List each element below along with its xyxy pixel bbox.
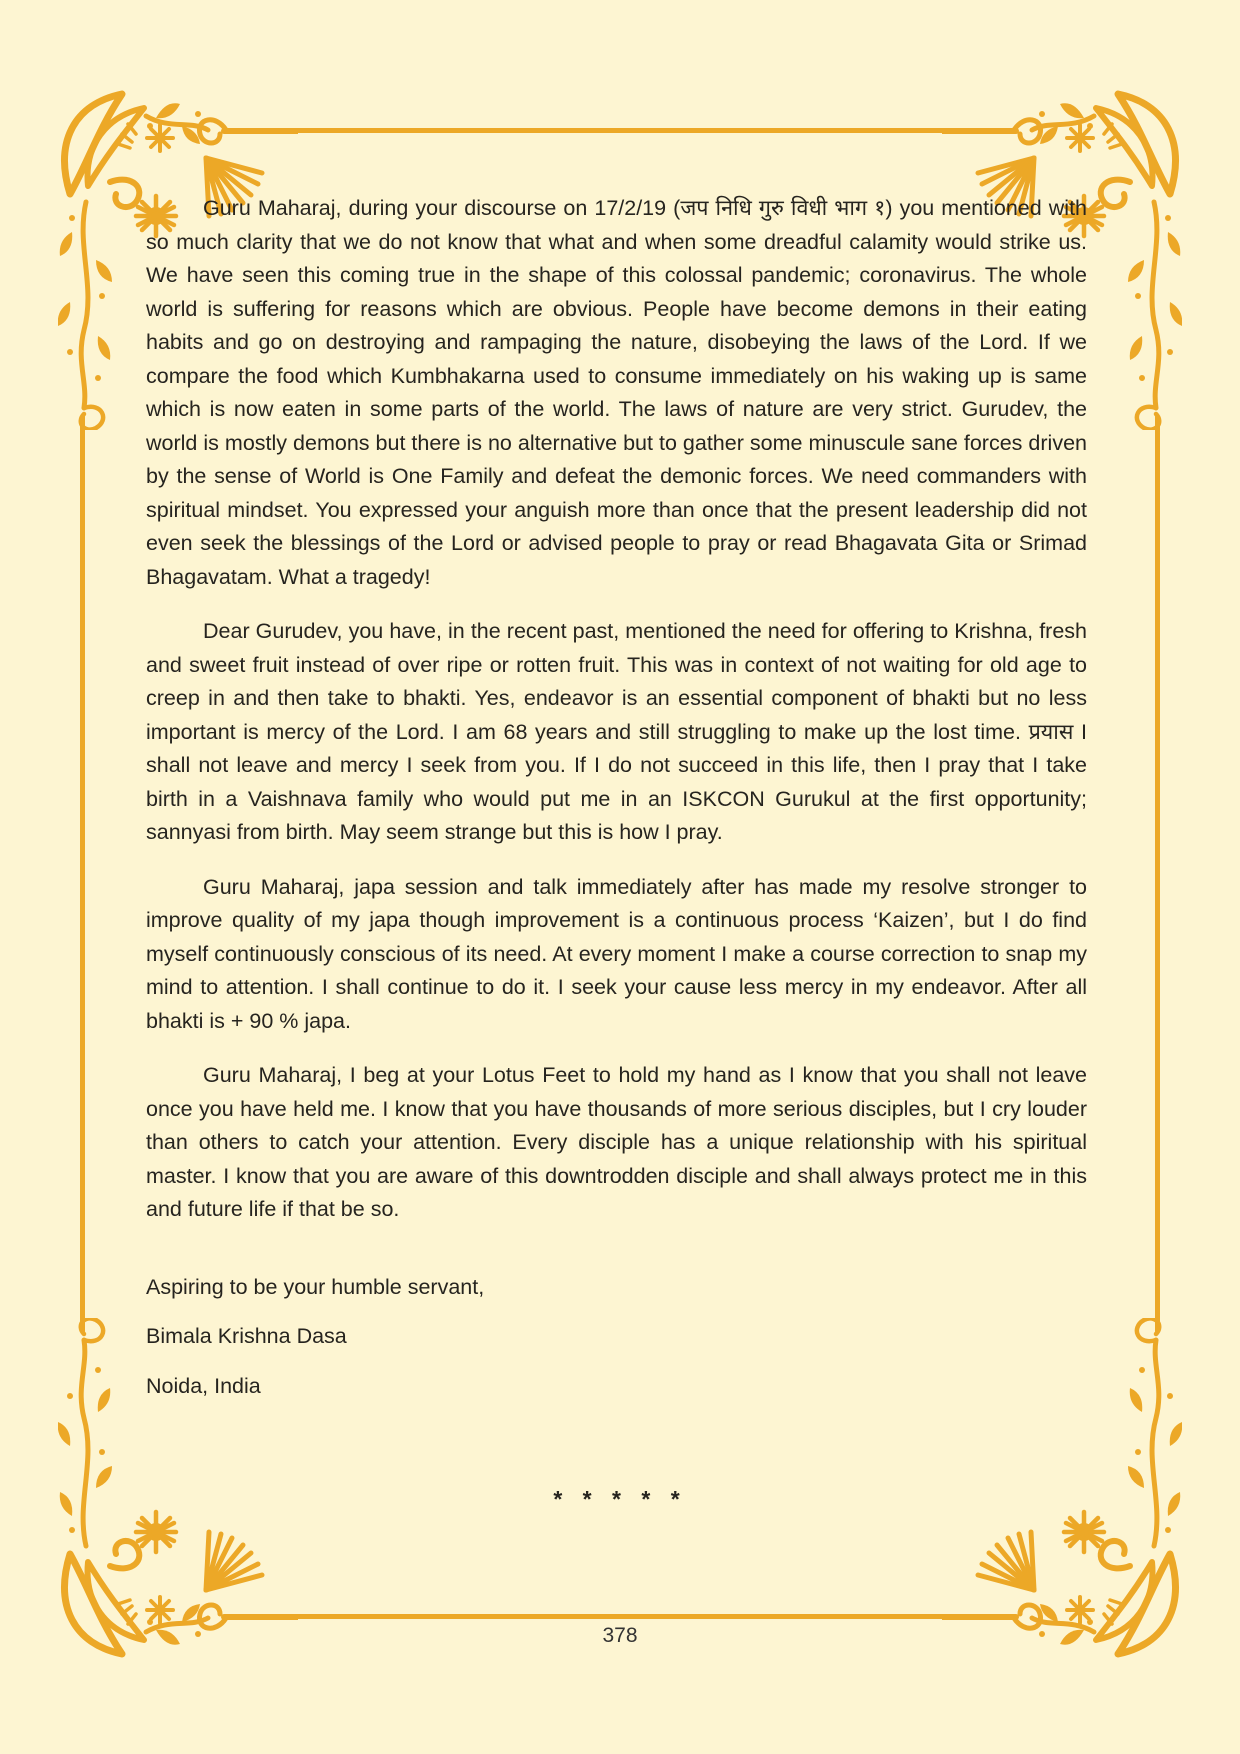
border-line-top	[262, 128, 978, 133]
border-line-left	[80, 415, 85, 1333]
letter-paragraph-3: Guru Maharaj, japa session and talk immediately after has made my resolve stronger to improve quality of my japa though improvement is a continuous process ‘Kaizen’, but I do find myself continuously conscious of its need. At every moment I make a course correction to snap my mind to attention. I shall continue to do it. I seek your cause less mercy in my endeavor. After all bhakti is + 90 % japa.	[146, 874, 1087, 1033]
closing-salutation: Aspiring to be your humble servant,	[146, 1274, 485, 1299]
section-separator-stars: * * * * *	[553, 1486, 687, 1512]
letter-body	[146, 192, 1087, 1419]
letter-paragraph-4: Guru Maharaj, I beg at your Lotus Feet to hold my hand as I know that you shall not leave once you have held me. I know that you have thousands of more serious disciples, but I cry louder than others to catch your attention. Every disciple has a unique relationship with his spiritual master. I know that you are aware of this downtrodden disciple and shall always protect me in this and future life if that be so.	[146, 1063, 1087, 1221]
border-line-bottom	[262, 1614, 978, 1619]
border-line-right	[1155, 415, 1160, 1333]
letter-paragraph-2: Dear Gurudev, you have, in the recent past, mentioned the need for offering to Krishna, fresh and sweet fruit instead of over ripe or rotten fruit. This was in context of not waiting for old age to creep in and then take to bhakti. Yes, endeavor is an essential component of bhakti but no less important is mercy of the Lord. I am 68 years and still struggling to make up the lost time. प्रयास I shall not leave and mercy I seek from you. If I do not succeed in this life, then I pray that I take birth in a Vaishnava family who would put me in an ISKCON Gurukul at the first opportunity; sannyasi from birth. May seem strange but this is how I pray.	[146, 619, 1087, 844]
letter-paragraph-1: Guru Maharaj, during your discourse on 17/2/19 (जप निधि गुरु विधी भाग १) you mentioned with so much clarity that we do not know that what and when some dreadful calamity would strike us. We have seen this coming true in the shape of this colossal pandemic; coronavirus. The whole world is suffering for reasons which are obvious. People have become demons in their eating habits and go on destroying and rampaging the nature, disobeying the laws of the Lord. If we compare the food which Kumbhakarna used to consume immediately on his waking up is same which is now eaten in some parts of the world. The laws of nature are very strict. Gurudev, the world is mostly demons but there is no alternative but to gather some minuscule sane forces driven by the sense of World is One Family and defeat the demonic forces. We need commanders with spiritual mindset. You expressed your anguish more than once that the present leadership did not even seek the blessings of the Lord or advised people to pray or read Bhagavata Gita or Srimad Bhagavatam. What a tragedy!	[146, 196, 1087, 589]
closing-location: Noida, India	[146, 1373, 261, 1398]
closing-signature-name: Bimala Krishna Dasa	[146, 1324, 347, 1348]
page-number: 378	[602, 1624, 638, 1647]
letter-closing	[146, 1271, 1087, 1404]
